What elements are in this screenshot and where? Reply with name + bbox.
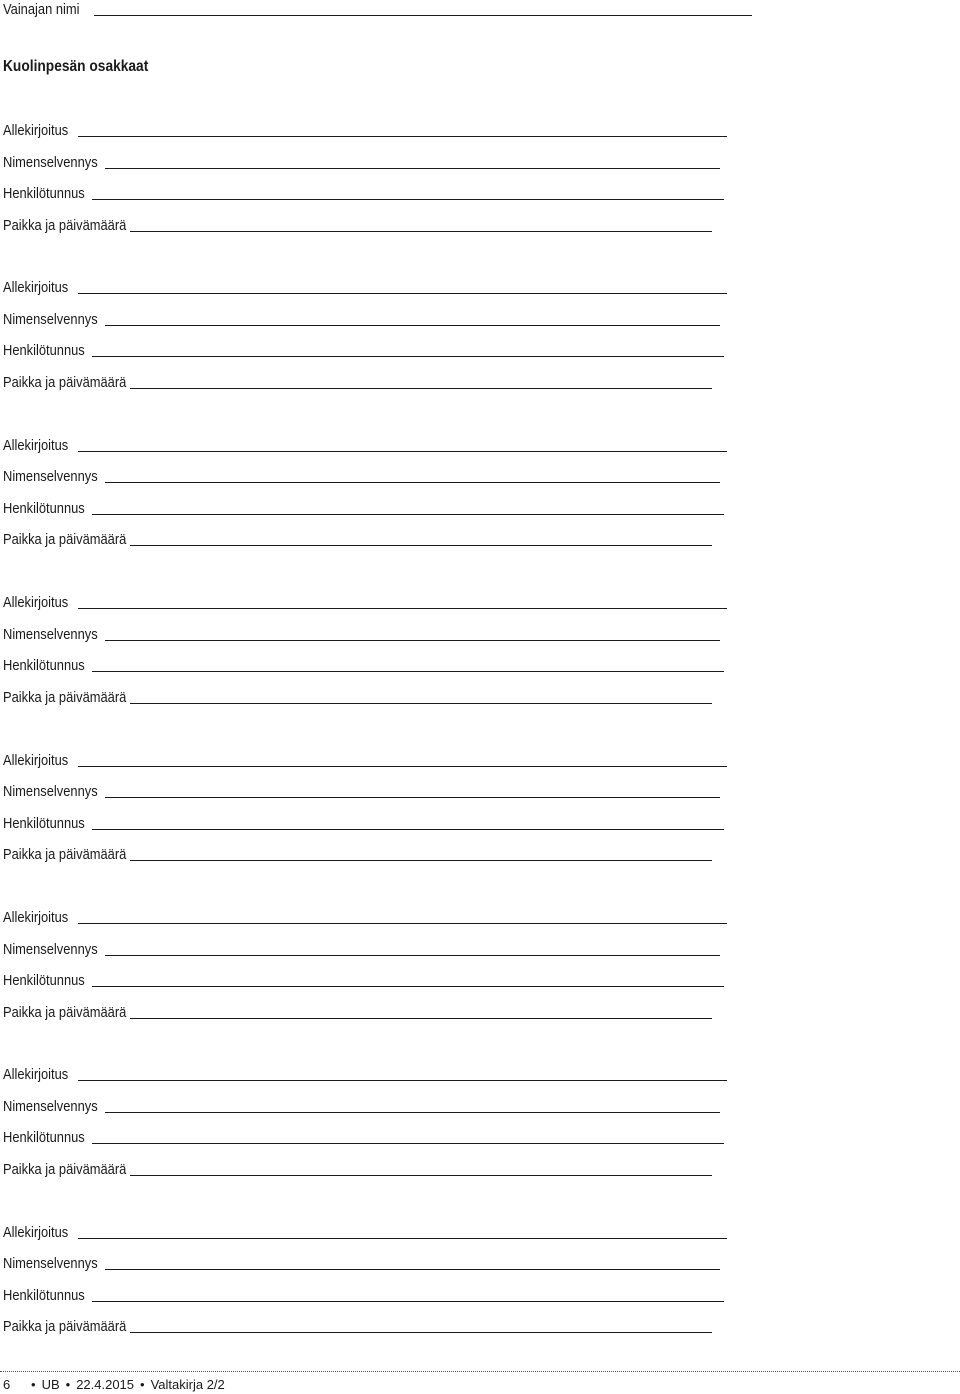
id-number-field[interactable] bbox=[92, 1143, 724, 1144]
name-clarification-field[interactable] bbox=[105, 797, 720, 798]
footer-code: UB bbox=[41, 1377, 60, 1392]
id-number-field[interactable] bbox=[92, 671, 724, 672]
name-clarification-row bbox=[3, 464, 113, 486]
place-date-row bbox=[3, 1000, 146, 1022]
name-clarification-field[interactable] bbox=[105, 640, 720, 641]
name-clarification-row bbox=[3, 1094, 113, 1116]
id-number-row bbox=[3, 496, 98, 518]
id-number-label: Henkilötunnus bbox=[3, 342, 85, 359]
page-number: 6 bbox=[3, 1377, 11, 1392]
name-clarification-field[interactable] bbox=[105, 325, 720, 326]
name-clarification-field[interactable] bbox=[105, 1112, 720, 1113]
place-date-label: Paikka ja päivämäärä bbox=[3, 1004, 127, 1021]
id-number-label: Henkilötunnus bbox=[3, 1129, 85, 1146]
place-date-label: Paikka ja päivämäärä bbox=[3, 846, 127, 863]
signature-field[interactable] bbox=[78, 1238, 727, 1239]
name-clarification-row bbox=[3, 937, 113, 959]
signature-field[interactable] bbox=[78, 136, 727, 137]
place-date-field[interactable] bbox=[130, 231, 712, 232]
id-number-label: Henkilötunnus bbox=[3, 185, 85, 202]
signature-label: Allekirjoitus bbox=[3, 279, 69, 296]
name-clarification-field[interactable] bbox=[105, 168, 720, 169]
name-clarification-row bbox=[3, 307, 113, 329]
signature-row bbox=[3, 118, 79, 140]
place-date-field[interactable] bbox=[130, 1175, 712, 1176]
signature-label: Allekirjoitus bbox=[3, 437, 69, 454]
name-clarification-label: Nimenselvennys bbox=[3, 783, 98, 800]
name-clarification-label: Nimenselvennys bbox=[3, 154, 98, 171]
signature-row bbox=[3, 590, 79, 612]
deceased-name-label: Vainajan nimi bbox=[3, 1, 80, 18]
place-date-row bbox=[3, 842, 146, 864]
section-title: Kuolinpesän osakkaat bbox=[3, 58, 149, 75]
id-number-field[interactable] bbox=[92, 986, 724, 987]
id-number-row bbox=[3, 1125, 98, 1147]
name-clarification-label: Nimenselvennys bbox=[3, 1098, 98, 1115]
place-date-row bbox=[3, 1314, 146, 1336]
signature-label: Allekirjoitus bbox=[3, 909, 69, 926]
name-clarification-row bbox=[3, 150, 113, 172]
place-date-row bbox=[3, 370, 146, 392]
signature-label: Allekirjoitus bbox=[3, 1224, 69, 1241]
signature-row bbox=[3, 1220, 79, 1242]
id-number-label: Henkilötunnus bbox=[3, 500, 85, 517]
place-date-row bbox=[3, 213, 146, 235]
signature-row bbox=[3, 1062, 79, 1084]
place-date-field[interactable] bbox=[130, 860, 712, 861]
signature-row bbox=[3, 905, 79, 927]
deceased-name-field[interactable] bbox=[94, 15, 752, 16]
name-clarification-field[interactable] bbox=[105, 1269, 720, 1270]
id-number-row bbox=[3, 968, 98, 990]
id-number-field[interactable] bbox=[92, 829, 724, 830]
name-clarification-label: Nimenselvennys bbox=[3, 468, 98, 485]
place-date-label: Paikka ja päivämäärä bbox=[3, 689, 127, 706]
signature-row bbox=[3, 748, 79, 770]
place-date-row bbox=[3, 1157, 146, 1179]
name-clarification-row bbox=[3, 622, 113, 644]
place-date-field[interactable] bbox=[130, 388, 712, 389]
signature-row bbox=[3, 433, 79, 455]
footer-bullet: • bbox=[65, 1377, 71, 1392]
footer-document-name: Valtakirja 2/2 bbox=[150, 1377, 225, 1392]
place-date-label: Paikka ja päivämäärä bbox=[3, 374, 127, 391]
name-clarification-field[interactable] bbox=[105, 482, 720, 483]
name-clarification-row bbox=[3, 779, 113, 801]
place-date-label: Paikka ja päivämäärä bbox=[3, 217, 127, 234]
place-date-label: Paikka ja päivämäärä bbox=[3, 1318, 127, 1335]
footer-bullet: • bbox=[140, 1377, 145, 1392]
signature-label: Allekirjoitus bbox=[3, 1066, 69, 1083]
place-date-label: Paikka ja päivämäärä bbox=[3, 531, 127, 548]
place-date-field[interactable] bbox=[130, 1332, 712, 1333]
place-date-row bbox=[3, 685, 146, 707]
id-number-field[interactable] bbox=[92, 356, 724, 357]
signature-label: Allekirjoitus bbox=[3, 752, 69, 769]
signature-row bbox=[3, 275, 79, 297]
name-clarification-label: Nimenselvennys bbox=[3, 626, 98, 643]
id-number-row bbox=[3, 811, 98, 833]
id-number-field[interactable] bbox=[92, 514, 724, 515]
signature-label: Allekirjoitus bbox=[3, 122, 69, 139]
id-number-label: Henkilötunnus bbox=[3, 1287, 85, 1304]
signature-field[interactable] bbox=[78, 293, 727, 294]
name-clarification-label: Nimenselvennys bbox=[3, 311, 98, 328]
signature-field[interactable] bbox=[78, 608, 727, 609]
name-clarification-label: Nimenselvennys bbox=[3, 941, 98, 958]
id-number-label: Henkilötunnus bbox=[3, 815, 85, 832]
signature-field[interactable] bbox=[78, 1080, 727, 1081]
name-clarification-field[interactable] bbox=[105, 955, 720, 956]
place-date-row bbox=[3, 527, 146, 549]
signature-label: Allekirjoitus bbox=[3, 594, 69, 611]
place-date-field[interactable] bbox=[130, 703, 712, 704]
footer-date: 22.4.2015 bbox=[76, 1377, 135, 1392]
signature-field[interactable] bbox=[78, 923, 727, 924]
deceased-name-row bbox=[3, 0, 92, 19]
footer-bullet: • bbox=[31, 1377, 36, 1392]
place-date-field[interactable] bbox=[130, 1018, 712, 1019]
signature-field[interactable] bbox=[78, 766, 727, 767]
id-number-field[interactable] bbox=[92, 1301, 724, 1302]
footer bbox=[3, 1377, 231, 1392]
id-number-row bbox=[3, 653, 98, 675]
id-number-row bbox=[3, 181, 98, 203]
signature-field[interactable] bbox=[78, 451, 727, 452]
id-number-field[interactable] bbox=[92, 199, 724, 200]
id-number-row bbox=[3, 1283, 98, 1305]
id-number-label: Henkilötunnus bbox=[3, 657, 85, 674]
place-date-field[interactable] bbox=[130, 545, 712, 546]
footer-divider bbox=[0, 1371, 960, 1372]
name-clarification-row bbox=[3, 1251, 113, 1273]
name-clarification-label: Nimenselvennys bbox=[3, 1255, 98, 1272]
id-number-row bbox=[3, 338, 98, 360]
id-number-label: Henkilötunnus bbox=[3, 972, 85, 989]
place-date-label: Paikka ja päivämäärä bbox=[3, 1161, 127, 1178]
